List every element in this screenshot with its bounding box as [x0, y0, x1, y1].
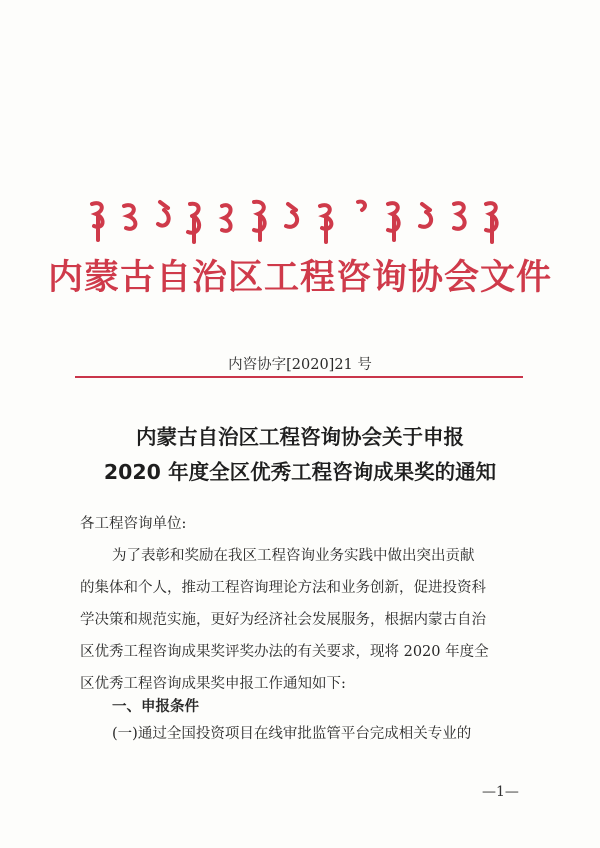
red-divider-line	[75, 376, 523, 378]
paragraph-line-3: 学决策和规范实施，更好为经济社会发展服务，根据内蒙古自治	[80, 612, 486, 628]
paragraph-line-1: 为了表彰和奖励在我区工程咨询业务实践中做出突出贡献	[112, 548, 475, 564]
item-1-line: (一)通过全国投资项目在线审批监管平台完成相关专业的	[112, 726, 472, 742]
paragraph-line-5: 区优秀工程咨询成果奖申报工作通知如下:	[80, 676, 346, 692]
notice-title-line-2: 2020 年度全区优秀工程咨询成果奖的通知	[103, 460, 497, 484]
document-red-header-title: 内蒙古自治区工程咨询协会文件	[47, 258, 552, 298]
document-number: 内咨协字[2020]21 号	[228, 357, 372, 373]
notice-title-line-1: 内蒙古自治区工程咨询协会关于申报	[136, 425, 464, 449]
paragraph-line-2: 的集体和个人，推动工程咨询理论方法和业务创新，促进投资科	[80, 580, 486, 596]
mongolian-script-header	[82, 196, 512, 246]
mongolian-script-glyphs	[82, 196, 512, 246]
salutation: 各工程咨询单位:	[80, 516, 187, 532]
section-heading-1: 一、申报条件	[112, 699, 199, 715]
page-number: —1—	[482, 784, 519, 800]
paragraph-line-4: 区优秀工程咨询成果奖评奖办法的有关要求，现将 2020 年度全	[80, 644, 489, 660]
